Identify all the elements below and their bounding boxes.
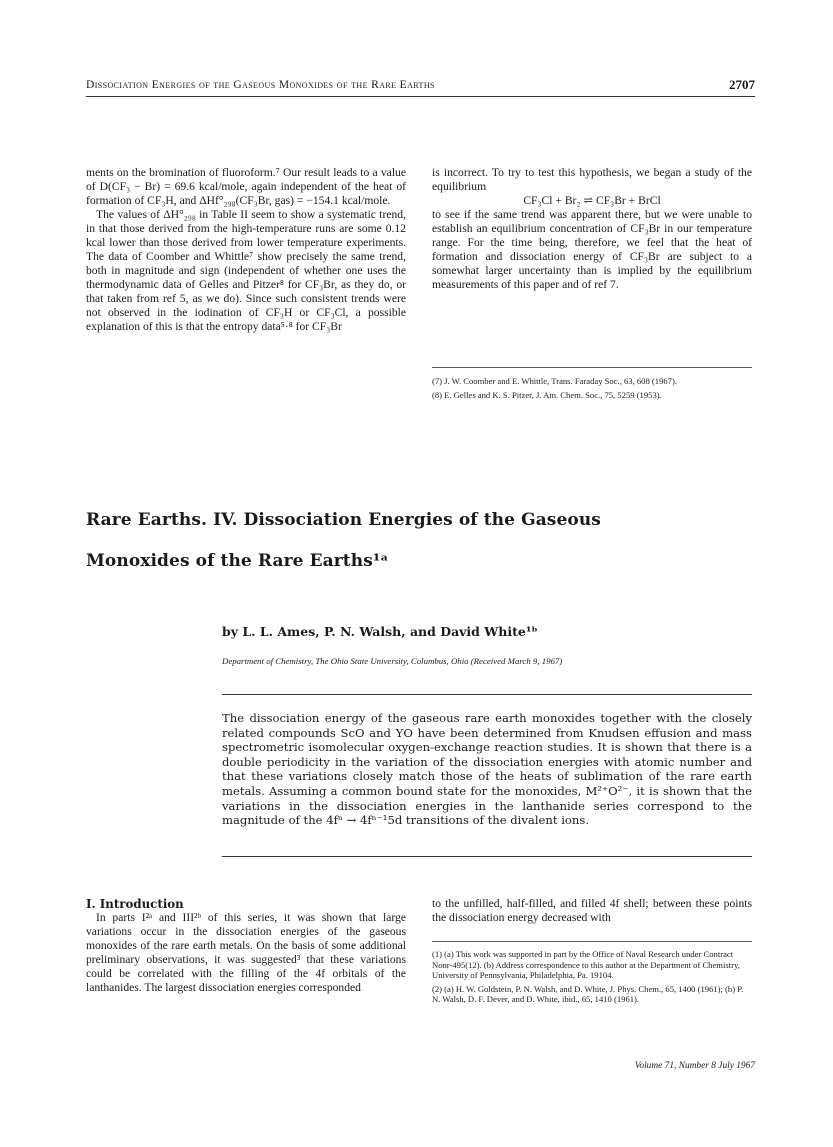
continued-paragraph: ments on the bromination of fluoroform.⁷ Our result leads to a value of D(CF₃ − Br) = 69.6 kcal/mole, again independent of the heat of formation of CF₃H, and ΔHf°₂₉₈(CF₃Br, gas) = −154.1 kcal/mole. (86, 166, 406, 207)
equilibrium-equation: CF₃Cl + Br₂ ⇌ CF₃Br + BrCl (523, 194, 661, 207)
article-footnotes (432, 949, 752, 1008)
article-title-line-2: Monoxides of the Rare Earths¹ᵃ (86, 551, 389, 571)
header-rule (86, 96, 755, 97)
continued-paragraph: to see if the same trend was apparent there, but we were unable to establish an equilibrium concentration of CF₃Br in our temperature range. For the time being, therefore, we feel that the heat of formation and dissociation energy of CF₃Br are subject to a somewhat larger uncertainty than is implied by the equilibrium measurements of this paper and of ref 7. (432, 208, 752, 291)
continued-paragraph: is incorrect. To try to test this hypothesis, we began a study of the equilibrium (432, 166, 752, 193)
running-title: Dissociation Energies of the Gaseous Monoxides of the Rare Earths (86, 79, 435, 91)
intro-paragraph: In parts I²ᵃ and III²ᵇ of this series, it was shown that large variations occur in the dissociation energies of the gaseous monoxides of the rare earth metals. On the basis of some additional preliminary observations, it was suggested³ that these variations could be correlated with the filling of the 4f orbitals of the lanthanides. The largest dissociation energies corresponded (86, 911, 406, 994)
footnote-rule (432, 941, 752, 942)
affiliation: Department of Chemistry, The Ohio State University, Columbus, Ohio (Received March 9, 1967) (222, 656, 563, 666)
continued-footnotes (432, 376, 752, 403)
authors: by L. L. Ames, P. N. Walsh, and David White¹ᵇ (222, 624, 538, 639)
footnote: (2) (a) H. W. Goldstein, P. N. Walsh, and D. White, J. Phys. Chem., 65, 1400 (1961); (b) P. N. Walsh, D. F. Dever, and D. White, ibid., 65, 1410 (1961). (432, 983, 744, 1004)
intro-right-column (432, 897, 752, 925)
footnote-rule (432, 367, 752, 368)
continued-left-column (86, 166, 406, 334)
intro-left-column (86, 897, 406, 995)
abstract-bottom-rule (222, 856, 752, 857)
footnote: (7) J. W. Coomber and E. Whittle, Trans. Faraday Soc., 63, 608 (1967). (432, 376, 677, 386)
page-number: 2707 (729, 77, 755, 92)
intro-paragraph: to the unfilled, half-filled, and filled 4f shell; between these points the dissociation energy decreased with (432, 897, 752, 924)
section-heading: I. Introduction (86, 897, 184, 911)
journal-issue: Volume 71, Number 8 July 1967 (634, 1061, 755, 1071)
abstract: The dissociation energy of the gaseous rare earth monoxides together with the closely related compounds ScO and YO have been determined from Knudsen effusion and mass spectrometric isomolecular oxygen-exchange reaction studies. It is shown that there is a double periodicity in the variation of the dissociation energies with atomic number and that these variations closely match those of the heats of sublimation of the rare earth metals. Assuming a common bound state for the monoxides, M²⁺O²⁻, it is shown that the variations in the dissociation energies in the lanthanide series correspond to the magnitude of the 4fⁿ → 4fⁿ⁻¹5d transitions of the divalent ions. (222, 711, 752, 828)
footnote: (8) E. Gelles and K. S. Pitzer, J. Am. Chem. Soc., 75, 5259 (1953). (432, 389, 662, 400)
article-title-line-1: Rare Earths. IV. Dissociation Energies of the Gaseous (86, 510, 601, 530)
footnote: (1) (a) This work was supported in part by the Office of Naval Research under Contract Nonr-495(12). (b) Address correspondence to this author at the Department of Chemistry, University of Pennsylvania, Philadelphia, Pa. 19104. (432, 949, 740, 980)
continued-paragraph: The values of ΔH°₂₉₈ in Table II seem to show a systematic trend, in that those derived from the high-temperature runs are some 0.12 kcal lower than those derived from lower temperature experiments. The data of Coomber and Whittle⁷ show precisely the same trend, both in magnitude and sign (independent of whether one uses the thermodynamic data of Gelles and Pitzer⁸ for CF₃Br, as they do, or that taken from ref 5, as we do). Since such consistent trends were not observed in the iodination of CF₃H or CF₃Cl, a possible explanation of this is that the entropy data⁵·⁸ for CF₃Br (86, 208, 406, 333)
abstract-top-rule (222, 694, 752, 695)
continued-right-column (432, 166, 752, 292)
